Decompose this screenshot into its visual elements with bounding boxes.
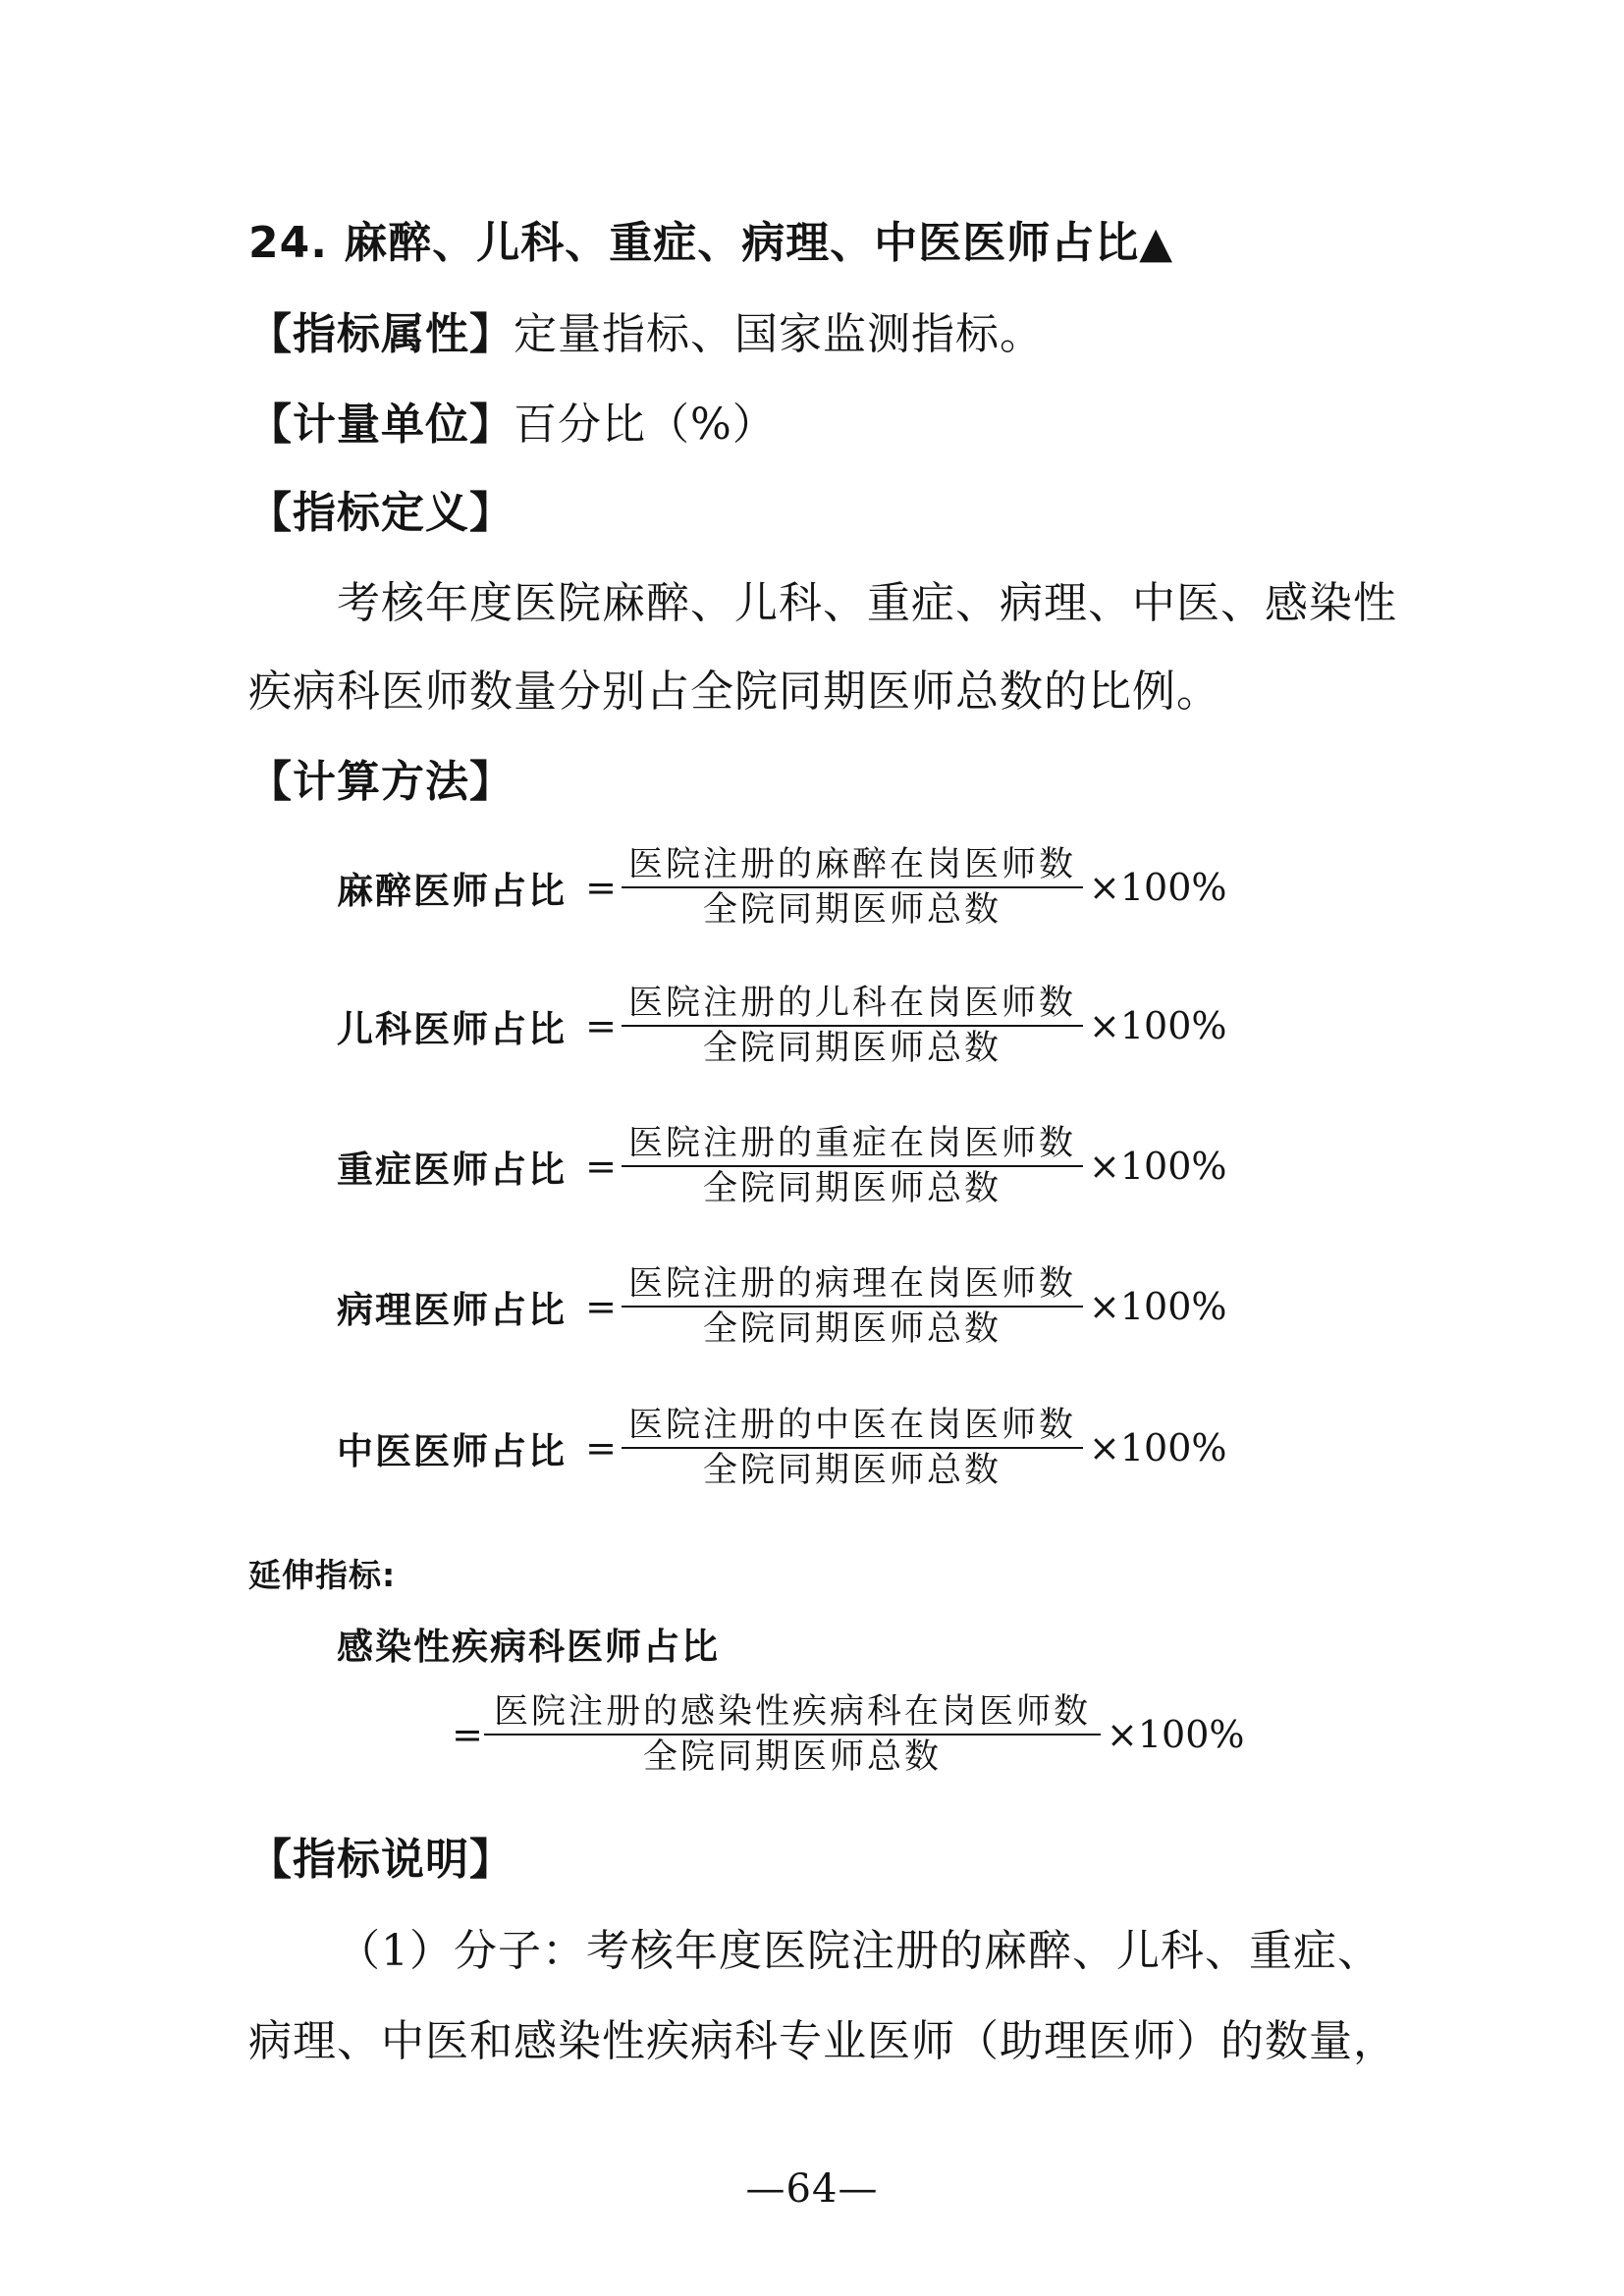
attribute-row <box>248 305 1044 364</box>
equals-sign: = <box>585 1004 617 1047</box>
fraction <box>622 1262 1083 1351</box>
extension-formula-name: 感染性疾病科医师占比 <box>337 1626 720 1668</box>
formula-pediatrics <box>337 981 1226 1071</box>
unit-row <box>248 396 777 454</box>
fraction-numerator: 医院注册的重症在岗医师数 <box>627 1124 1076 1163</box>
formula-name: 中医医师占比 <box>337 1430 567 1472</box>
extension-label: 延伸指标: <box>248 1556 397 1594</box>
fraction <box>484 1690 1101 1779</box>
definition-label: 【指标定义】 <box>248 488 514 538</box>
fraction-denominator: 全院同期医师总数 <box>702 1309 1001 1349</box>
equals-sign: = <box>452 1713 483 1756</box>
fraction <box>622 1122 1083 1210</box>
formula-pathology <box>337 1261 1226 1352</box>
multiplier: ×100% <box>1089 1285 1227 1328</box>
explanation-line-1: （1）分子：考核年度医院注册的麻醉、儿科、重症、 <box>337 1926 1381 1976</box>
formula-name: 病理医师占比 <box>337 1289 567 1331</box>
equals-sign: = <box>585 1285 617 1328</box>
multiplier: ×100% <box>1089 1145 1227 1188</box>
formula-infectious-disease <box>451 1689 1244 1780</box>
fraction-numerator: 医院注册的麻醉在岗医师数 <box>627 845 1076 884</box>
multiplier: ×100% <box>1089 866 1227 909</box>
page-number: —64— <box>745 2166 879 2212</box>
formula-name: 麻醉医师占比 <box>337 870 567 912</box>
formula-tcm <box>337 1403 1226 1493</box>
formula-name: 儿科医师占比 <box>337 1008 567 1050</box>
fraction-denominator: 全院同期医师总数 <box>702 890 1001 930</box>
fraction-denominator: 全院同期医师总数 <box>642 1737 942 1777</box>
multiplier: ×100% <box>1107 1713 1245 1756</box>
equals-sign: = <box>585 1426 617 1469</box>
fraction-numerator: 医院注册的中医在岗医师数 <box>627 1406 1076 1445</box>
unit-value: 百分比（%） <box>514 400 777 450</box>
fraction <box>622 982 1083 1070</box>
formula-critical-care <box>337 1121 1226 1211</box>
fraction-numerator: 医院注册的儿科在岗医师数 <box>627 984 1076 1023</box>
formula-anesthesia <box>337 842 1226 933</box>
attribute-label: 【指标属性】 <box>248 309 514 359</box>
fraction <box>622 843 1083 932</box>
multiplier: ×100% <box>1089 1004 1227 1047</box>
fraction-denominator: 全院同期医师总数 <box>702 1029 1001 1068</box>
fraction-denominator: 全院同期医师总数 <box>702 1451 1001 1490</box>
equals-sign: = <box>585 1145 617 1188</box>
explanation-line-2: 病理、中医和感染性疾病科专业医师（助理医师）的数量， <box>248 2016 1397 2066</box>
definition-line-1: 考核年度医院麻醉、儿科、重症、病理、中医、感染性 <box>337 578 1397 628</box>
section-heading: 24. 麻醉、儿科、重症、病理、中医医师占比▲ <box>248 218 1174 268</box>
definition-line-2: 疾病科医师数量分别占全院同期医师总数的比例。 <box>248 667 1220 717</box>
fraction-denominator: 全院同期医师总数 <box>702 1169 1001 1208</box>
attribute-value: 定量指标、国家监测指标。 <box>514 309 1044 359</box>
explanation-label: 【指标说明】 <box>248 1835 514 1885</box>
fraction-numerator: 医院注册的病理在岗医师数 <box>627 1264 1076 1304</box>
multiplier: ×100% <box>1089 1426 1227 1469</box>
formula-name: 重症医师占比 <box>337 1148 567 1191</box>
unit-label: 【计量单位】 <box>248 400 514 450</box>
fraction <box>622 1404 1083 1492</box>
equals-sign: = <box>585 866 617 909</box>
fraction-numerator: 医院注册的感染性疾病科在岗医师数 <box>493 1692 1091 1732</box>
calculation-label: 【计算方法】 <box>248 757 514 807</box>
